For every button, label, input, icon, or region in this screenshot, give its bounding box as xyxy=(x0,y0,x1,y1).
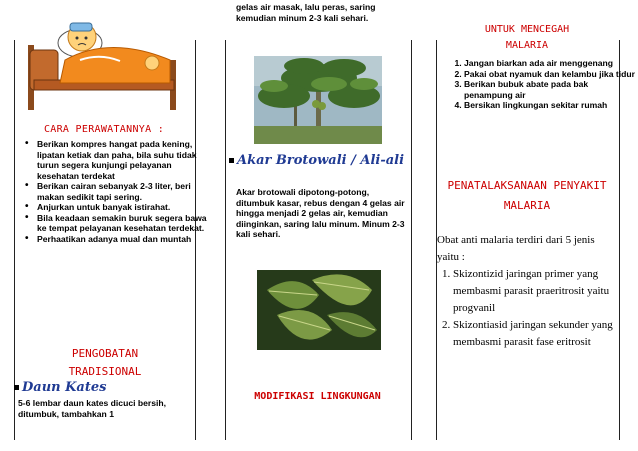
treatment-intro: Obat anti malaria terdiri dari 5 jenis yaitu : xyxy=(437,234,595,263)
top-text: gelas air masak, lalu peras, saring kemudian minum 2-3 kali sehari. xyxy=(236,2,376,23)
heading-environment: MODIFIKASI LINGKUNGAN xyxy=(254,391,381,402)
prevent-item: 2. Pakai obat nyamuk dan kelambu jika tidur xyxy=(464,69,636,80)
heading-care: CARA PERAWATANNYA : xyxy=(43,124,165,135)
brotowali-text: Akar brotowali dipotong-potong, ditumbuk kasar, rebus dengan 4 gelas air hingga menjadi 2 gelas air, kemudian diinginkan, saring lalu minum. Minum 2-3 kali sehari. xyxy=(236,187,405,239)
treatment-list xyxy=(437,266,633,351)
care-item: • Anjurkan untuk banyak istirahat. xyxy=(37,202,207,213)
square-bullet-icon xyxy=(229,158,234,163)
brotowali-leaf-photo xyxy=(257,270,381,350)
prevent-item: 3. Berikan bubuk abate pada bak penampung air xyxy=(464,79,636,100)
kates-text: 5-6 lembar daun kates dicuci bersih, ditumbuk, tambahkan 1 xyxy=(18,398,167,419)
care-item: • Berikan kompres hangat pada kening, lipatan ketiak dan paha, bila suhu tidak turun segera kunjungi pelayanan kesehatan terdekat xyxy=(37,139,207,181)
heading-traditional: PENGOBATAN TRADISIONAL xyxy=(68,347,142,378)
care-list xyxy=(20,139,207,244)
treatment-item: 2. Skizontiasid jaringan sekunder yang membasmi parasit fase eritrosit xyxy=(453,317,633,351)
subheading-daun-kates: Daun Kates xyxy=(14,380,106,395)
prevent-list xyxy=(444,58,636,111)
care-item: • Bila keadaan semakin buruk segera bawa ke tempat pelayanan kesehatan terdekat. xyxy=(37,213,207,234)
treatment-item: 1. Skizontizid jaringan primer yang membasmi parasit praeritrosit yaitu progvanil xyxy=(453,266,633,317)
prevent-item: 4. Bersikan lingkungan sekitar rumah xyxy=(464,100,636,111)
papaya-tree-photo xyxy=(254,56,382,144)
care-item: • Perhaatikan adanya mual dan muntah xyxy=(37,234,207,245)
sick-person-illustration xyxy=(20,5,190,115)
prevent-item: 1. Jangan biarkan ada air menggenang xyxy=(464,58,636,69)
care-item: • Berikan cairan sebanyak 2-3 liter, beri makan sedikit tapi sering. xyxy=(37,181,207,202)
subheading-brotowali: Akar Brotowali / Ali-ali xyxy=(229,153,409,169)
heading-prevent: UNTUK MENCEGAH MALARIA xyxy=(466,22,588,54)
heading-treatment: PENATALAKSANAAN PENYAKIT MALARIA xyxy=(447,179,607,212)
square-bullet-icon xyxy=(14,385,19,390)
